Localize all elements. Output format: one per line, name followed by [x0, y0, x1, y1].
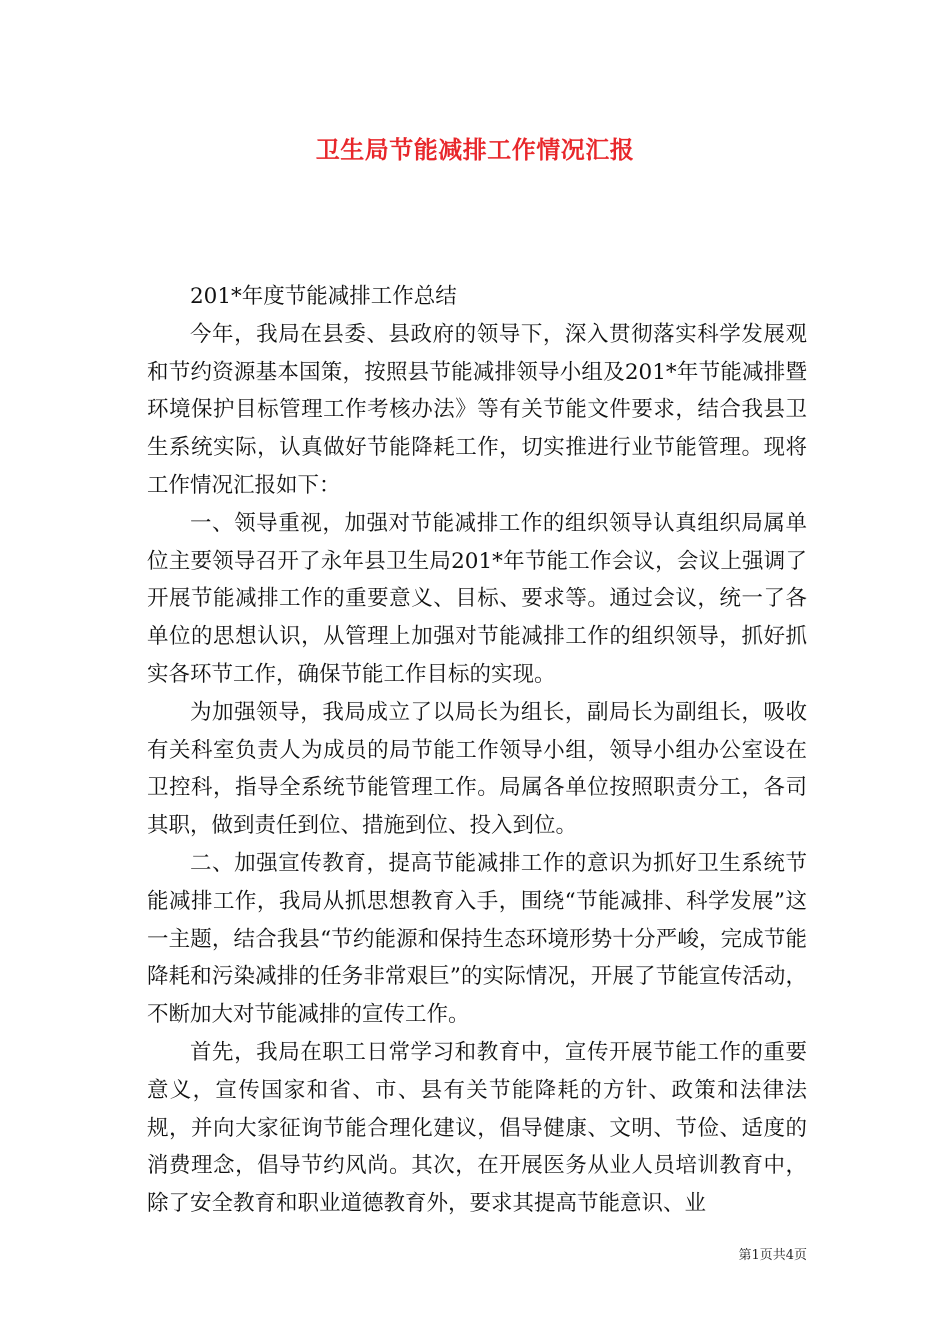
paragraph-intro: 今年，我局在县委、县政府的领导下，深入贯彻落实科学发展观和节约资源基本国策，按照县节能减排领导小组及201*年节能减排暨环境保护目标管理工作考核办法》等有关节能文件要求，结合我县卫生系统实际，认真做好节能降耗工作，切实推进行业节能管理。现将工作情况汇报如下： — [147, 321, 807, 498]
paragraph-first-measures: 首先，我局在职工日常学习和教育中，宣传开展节能工作的重要意义，宣传国家和省、市、县有关节能降耗的方针、政策和法律法规，并向大家征询节能合理化建议，倡导健康、文明、节俭、适度的消费理念，倡导节约风尚。其次，在开展医务从业人员培训教育中，除了安全教育和职业道德教育外，要求其提高节能意识、业 — [147, 1039, 807, 1217]
paragraph-subtitle: 201*年度节能减排工作总结 — [190, 284, 457, 309]
paragraph-section-two: 二、加强宣传教育，提高节能减排工作的意识为抓好卫生系统节能减排工作，我局从抓思想教育入手，围绕“节能减排、科学发展”这一主题，结合我县“节约能源和保持生态环境形势十分严峻，完成节能降耗和污染减排的任务非常艰巨”的实际情况，开展了节能宣传活动，不断加大对节能减排的宣传工作。 — [147, 850, 807, 1028]
document-title: 卫生局节能减排工作情况汇报 — [315, 135, 635, 164]
page-number-footer: 第1页共4页 — [738, 1248, 807, 1263]
paragraph-leadership-group: 为加强领导，我局成立了以局长为组长，副局长为副组长，吸收有关科室负责人为成员的局节能工作领导小组，领导小组办公室设在卫控科，指导全系统节能管理工作。局属各单位按照职责分工，各司其职，做到责任到位、措施到位、投入到位。 — [147, 699, 807, 839]
document-body — [147, 278, 807, 1223]
paragraph-section-one: 一、领导重视，加强对节能减排工作的组织领导认真组织局属单位主要领导召开了永年县卫生局201*年节能工作会议，会议上强调了开展节能减排工作的重要意义、目标、要求等。通过会议，统一了各单位的思想认识，从管理上加强对节能减排工作的组织领导，抓好抓实各环节工作，确保节能工作目标的实现。 — [147, 510, 807, 687]
